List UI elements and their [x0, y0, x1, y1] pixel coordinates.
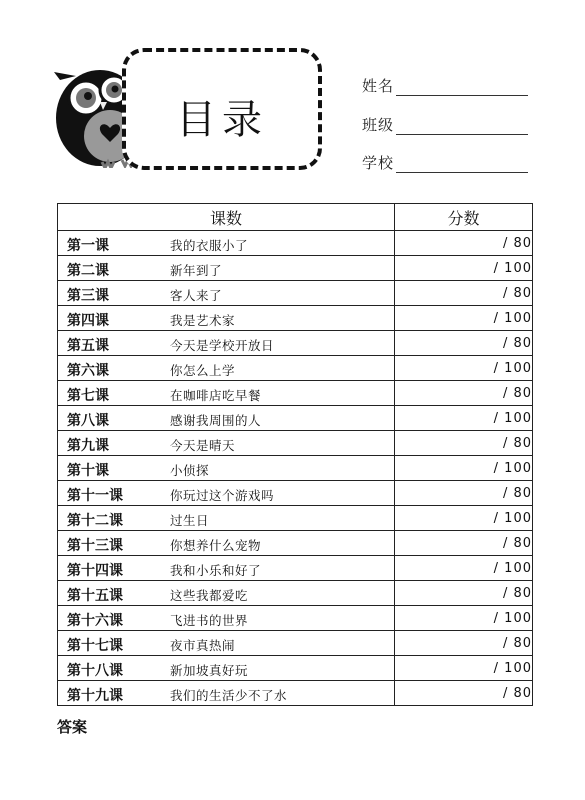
lesson-cell: [58, 656, 395, 681]
lessons-column-header: 课数: [58, 204, 395, 231]
score-column-header: 分数: [395, 204, 533, 231]
table-row: [58, 456, 533, 481]
lesson-cell: [58, 381, 395, 406]
table-header-row: [58, 204, 533, 231]
table-row: [58, 281, 533, 306]
name-line: [396, 95, 528, 96]
lesson-title: 今天是学校开放日: [170, 338, 275, 353]
lesson-number: 第十三课: [67, 538, 123, 554]
lesson-title: 夜市真热闹: [170, 638, 236, 653]
lesson-number: 第七课: [67, 388, 109, 404]
lesson-number: 第十课: [67, 463, 109, 479]
lesson-number: 第十五课: [67, 588, 123, 604]
lesson-score: / 80: [395, 331, 533, 356]
lesson-number: 第十九课: [67, 688, 123, 704]
lesson-number: 第十一课: [67, 488, 123, 504]
lesson-number: 第三课: [67, 288, 109, 304]
lesson-cell: [58, 281, 395, 306]
title-box: [122, 48, 322, 170]
lesson-cell: [58, 481, 395, 506]
lesson-title: 在咖啡店吃早餐: [170, 388, 262, 403]
lesson-score: / 80: [395, 581, 533, 606]
lesson-score: / 100: [395, 556, 533, 581]
lesson-title: 我的衣服小了: [170, 238, 249, 253]
table-row: [58, 356, 533, 381]
lesson-number: 第十二课: [67, 513, 123, 529]
lesson-score: / 80: [395, 531, 533, 556]
table-row: [58, 656, 533, 681]
table-row: [58, 406, 533, 431]
school-line: [396, 172, 528, 173]
lesson-score: / 100: [395, 306, 533, 331]
table-row: [58, 381, 533, 406]
table-row: [58, 331, 533, 356]
lesson-cell: [58, 456, 395, 481]
lesson-score: / 100: [395, 456, 533, 481]
lesson-score: / 80: [395, 481, 533, 506]
lesson-cell: [58, 406, 395, 431]
lesson-number: 第五课: [67, 338, 109, 354]
page-title: 目录: [176, 97, 268, 143]
lesson-title: 你玩过这个游戏吗: [170, 488, 275, 503]
lesson-title: 今天是晴天: [170, 438, 236, 453]
lesson-cell: [58, 556, 395, 581]
lesson-title: 客人来了: [170, 288, 223, 303]
lesson-title: 感谢我周围的人: [170, 413, 262, 428]
lesson-cell: [58, 431, 395, 456]
table-row: [58, 481, 533, 506]
lesson-title: 我们的生活少不了水: [170, 688, 288, 703]
lesson-number: 第八课: [67, 413, 109, 429]
lesson-score: / 100: [395, 256, 533, 281]
lesson-title: 新加坡真好玩: [170, 663, 249, 678]
lesson-score: / 80: [395, 231, 533, 256]
lesson-title: 过生日: [170, 513, 210, 528]
lesson-cell: [58, 581, 395, 606]
table-row: [58, 556, 533, 581]
lesson-cell: [58, 531, 395, 556]
table-row: [58, 306, 533, 331]
lesson-title: 我是艺术家: [170, 313, 236, 328]
lesson-cell: [58, 331, 395, 356]
lesson-number: 第九课: [67, 438, 109, 454]
lesson-score: / 80: [395, 281, 533, 306]
lesson-number: 第一课: [67, 238, 109, 254]
lesson-number: 第十六课: [67, 613, 123, 629]
answers-heading: 答案: [57, 718, 88, 736]
lesson-number: 第四课: [67, 313, 109, 329]
lesson-number: 第六课: [67, 363, 109, 379]
class-field[interactable]: [362, 115, 532, 137]
lesson-score: / 100: [395, 356, 533, 381]
name-label: 姓名: [362, 77, 395, 95]
contents-table: [57, 203, 533, 706]
lesson-title: 飞进书的世界: [170, 613, 249, 628]
lesson-score: / 80: [395, 631, 533, 656]
name-field[interactable]: [362, 76, 532, 98]
lesson-cell: [58, 631, 395, 656]
contents-table-body: [58, 231, 533, 706]
lesson-score: / 80: [395, 431, 533, 456]
lesson-cell: [58, 306, 395, 331]
lesson-cell: [58, 606, 395, 631]
lesson-score: / 80: [395, 381, 533, 406]
lesson-title: 这些我都爱吃: [170, 588, 249, 603]
school-field[interactable]: [362, 153, 532, 175]
lesson-number: 第十八课: [67, 663, 123, 679]
lesson-cell: [58, 681, 395, 706]
table-row: [58, 506, 533, 531]
lesson-title: 新年到了: [170, 263, 223, 278]
table-row: [58, 631, 533, 656]
table-row: [58, 531, 533, 556]
lesson-cell: [58, 356, 395, 381]
school-label: 学校: [362, 154, 395, 172]
lesson-title: 小侦探: [170, 463, 210, 478]
lesson-number: 第二课: [67, 263, 109, 279]
lesson-title: 你怎么上学: [170, 363, 236, 378]
lesson-title: 你想养什么宠物: [170, 538, 262, 553]
table-row: [58, 231, 533, 256]
lesson-score: / 100: [395, 406, 533, 431]
lesson-cell: [58, 231, 395, 256]
lesson-score: / 100: [395, 506, 533, 531]
table-row: [58, 431, 533, 456]
class-label: 班级: [362, 116, 395, 134]
class-line: [396, 134, 528, 135]
table-row: [58, 606, 533, 631]
lesson-score: / 100: [395, 606, 533, 631]
lesson-score: / 80: [395, 681, 533, 706]
table-row: [58, 581, 533, 606]
lesson-cell: [58, 256, 395, 281]
lesson-score: / 100: [395, 656, 533, 681]
lesson-number: 第十四课: [67, 563, 123, 579]
table-row: [58, 681, 533, 706]
lesson-cell: [58, 506, 395, 531]
lesson-title: 我和小乐和好了: [170, 563, 262, 578]
table-row: [58, 256, 533, 281]
lesson-number: 第十七课: [67, 638, 123, 654]
